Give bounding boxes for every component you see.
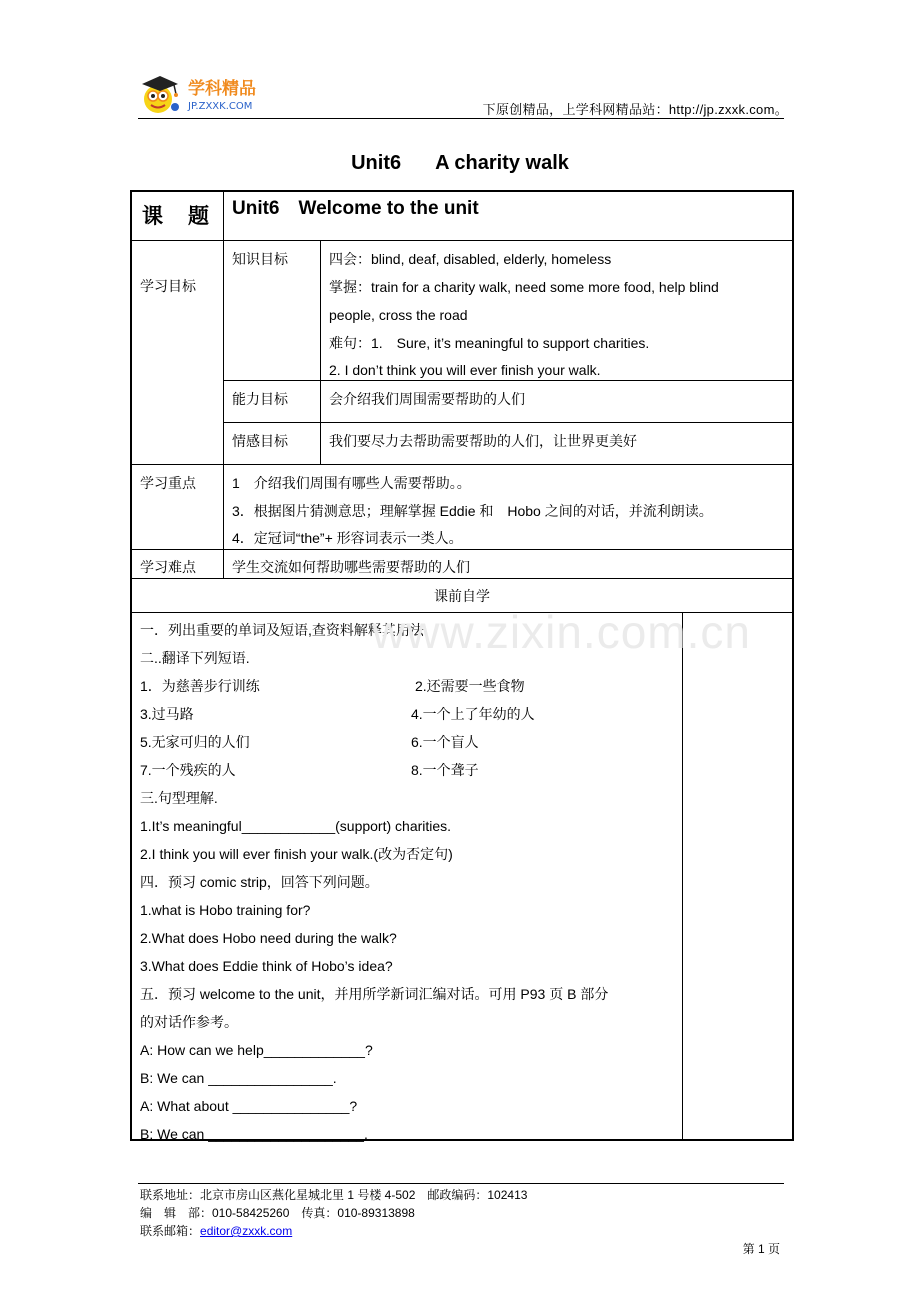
footer-divider [138,1183,784,1184]
preview-line: 五．预习 welcome to the unit，并用所学新词汇编对话。可用 P93 页 B 部分 [140,986,609,1002]
row-divider [132,240,792,241]
topic-value: Unit6 Welcome to the unit [232,198,479,219]
preview-line: 3.What does Eddie think of Hobo’s idea? [140,958,393,974]
zxxk-logo [138,72,278,120]
emotion-label: 情感目标 [232,433,288,449]
key-point-item: 4．定冠词“the”+ 形容词表示一类人。 [232,530,463,546]
knowledge-line: 2. I don’t think you will ever finish your walk. [329,362,601,378]
phrase-item: 3.过马路 [140,706,194,722]
footer-email-row [140,1222,292,1240]
row-divider [223,422,792,423]
preview-line: 一．列出重要的单词及短语,查资料解释其用法. [140,622,428,638]
column-divider [320,240,321,464]
preview-line: 2.What does Hobo need during the walk? [140,930,397,946]
knowledge-label: 知识目标 [232,251,288,267]
title-unit: Unit6 [351,152,402,174]
key-point-item: 1 介绍我们周围有哪些人需要帮助。。 [232,475,471,491]
document-title [0,152,920,175]
row-divider [132,464,792,465]
phrase-item: 1．为慈善步行训练 [140,678,260,694]
preview-line: 1.It’s meaningful____________(support) charities. [140,818,452,834]
preview-line: 1.what is Hobo training for? [140,902,311,918]
footer-email-label: 联系邮箱： [140,1224,201,1238]
preview-line: B: We can ____________________. [140,1126,368,1142]
preview-line: 2.I think you will ever finish your walk.(改为否定句) [140,846,453,862]
emotion-value: 我们要尽力去帮助需要帮助的人们，让世界更美好 [329,433,637,449]
lesson-plan-table [130,190,794,1141]
footer-phone: 编 辑 部：010-58425260 传真：010-89313898 [140,1206,415,1220]
page-number: 第 1 页 [742,1242,780,1256]
topic-label: 课 题 [142,205,211,228]
ability-value: 会介绍我们周围需要帮助的人们 [329,391,525,407]
ability-label: 能力目标 [232,391,288,407]
preview-header: 课前自学 [434,588,490,604]
preview-line: B: We can ________________. [140,1070,337,1086]
logo-mascot-icon [138,72,278,120]
phrase-item: 2.还需要一些食物 [415,678,525,694]
preview-line: 三.句型理解. [140,790,218,806]
knowledge-line: 四会：blind, deaf, disabled, elderly, homeless [329,251,612,267]
phrase-item: 7.一个残疾的人 [140,762,236,778]
objectives-label: 学习目标 [140,278,196,294]
phrase-item: 5.无家可归的人们 [140,734,250,750]
footer-email-link[interactable]: editor@zxxk.com [200,1224,293,1238]
logo-title: 学科精品 [188,79,256,99]
header-divider [138,118,784,119]
title-topic: A charity walk [435,152,569,174]
footer-address: 联系地址：北京市房山区燕化星城北里 1 号楼 4-502 邮政编码：102413 [140,1188,528,1202]
phrase-item: 4.一个上了年幼的人 [411,706,535,722]
column-divider [223,192,224,578]
knowledge-line: 难句：1. Sure, it’s meaningful to support charities. [329,335,650,351]
column-divider [682,612,683,1139]
logo-subtitle: JP.ZXXK.COM [188,101,253,112]
header-tagline: 下原创精品，上学科网精品站：http://jp.zxxk.com。 [482,102,788,117]
preview-line: 的对话作参考。 [140,1014,238,1030]
key-points-label: 学习重点 [140,475,196,491]
knowledge-line: people, cross the road [329,307,468,323]
phrase-item: 6.一个盲人 [411,734,479,750]
preview-line: 四．预习 comic strip，回答下列问题。 [140,874,379,890]
preview-line: A: What about _______________? [140,1098,358,1114]
difficulty-label: 学习难点 [140,559,196,575]
key-point-item: 3．根据图片猜测意思；理解掌握 Eddie 和 Hobo 之间的对话，并流利朗读。 [232,503,713,519]
watermark: www.zixin.com.cn [372,606,751,658]
preview-line: A: How can we help_____________? [140,1042,373,1058]
difficulty-value: 学生交流如何帮助哪些需要帮助的人们 [232,559,470,575]
knowledge-line: 掌握：train for a charity walk, need some more food, help blind [329,279,719,295]
phrase-item: 8.一个聋子 [411,762,479,778]
preview-line: 二..翻译下列短语. [140,650,250,666]
